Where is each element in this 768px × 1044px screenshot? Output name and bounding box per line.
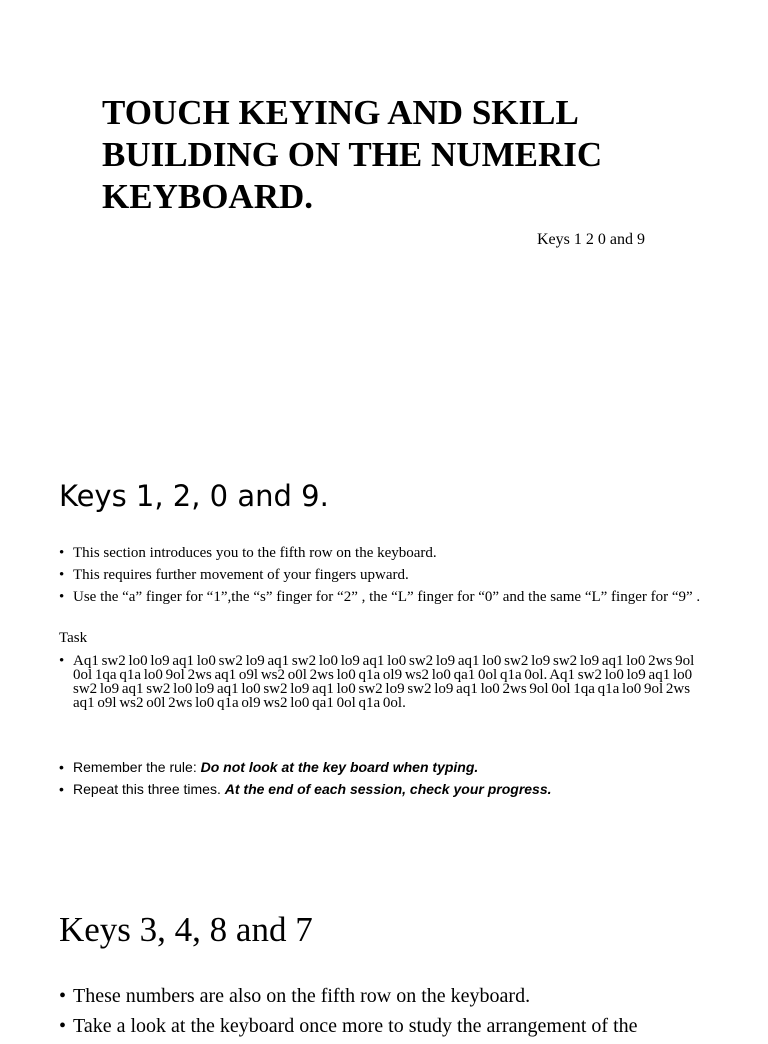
bullet-icon: • [59, 985, 67, 1007]
slide-keys-3-4-8-7 [0, 880, 768, 1037]
section-title: Keys 3, 4, 8 and 7 [59, 910, 313, 949]
list-item-text: Use the “a” finger for “1”,the “s” finger for “2” , the “L” finger for “0” and the same “L” finger for “9” . [73, 589, 701, 605]
bullet-icon: • [59, 567, 65, 583]
bullet-icon: • [59, 1015, 67, 1037]
slide-title [0, 0, 768, 440]
intro-list [59, 546, 709, 612]
document-title: TOUCH KEYING AND SKILL BUILDING ON THE NUMERIC KEYBOARD. [102, 93, 603, 216]
bullet-icon: • [59, 781, 64, 797]
rules-list [59, 759, 709, 803]
bullet-icon: • [59, 653, 65, 669]
list-item [59, 590, 709, 605]
list-item-text: This requires further movement of your fingers upward. [73, 567, 409, 583]
rule-prefix: Remember the rule: [73, 759, 201, 775]
document-subtitle: Keys 1 2 0 and 9 [537, 231, 645, 248]
list-item [59, 1014, 759, 1038]
section-title: Keys 1, 2, 0 and 9. [59, 479, 329, 513]
list-item-text: These numbers are also on the fifth row on the keyboard. [73, 985, 531, 1007]
list-item-text: This section introduces you to the fifth row on the keyboard. [73, 545, 437, 561]
keys3-list [59, 984, 759, 1044]
list-item [59, 984, 759, 1008]
list-item [59, 546, 709, 561]
bullet-icon: • [59, 589, 65, 605]
list-item [59, 654, 713, 710]
list-item [59, 781, 709, 798]
repeat-prefix: Repeat this three times. [73, 781, 225, 797]
bullet-icon: • [59, 545, 65, 561]
bullet-icon: • [59, 759, 64, 775]
list-item-text: Take a look at the keyboard once more to study the arrangement of the [73, 1015, 638, 1037]
drill-list [59, 654, 713, 710]
repeat-emphasis: At the end of each session, check your progress. [224, 781, 552, 797]
rule-emphasis: Do not look at the key board when typing. [200, 759, 479, 775]
task-label: Task [59, 630, 88, 646]
list-item [59, 568, 709, 583]
list-item [59, 759, 709, 776]
drill-text: Aq1 sw2 lo0 lo9 aq1 lo0 sw2 lo9 aq1 sw2 lo0 lo9 aq1 lo0 sw2 lo9 aq1 lo0 sw2 lo9 sw2 lo9 aq1 lo0 2ws 9ol 0ol 1qa q1a lo0 9ol 2ws aq1 o9l ws2 o0l 2ws lo0 q1a ol9 ws2 lo0 qa1 0ol q1a 0ol. Aq1 sw2 lo0 lo9 aq1 lo0 sw2 lo9 aq1 sw2 lo0 lo9 aq1 lo0 sw2 lo9 aq1 lo0 sw2 lo9 sw2 lo9 aq1 lo0 2ws 9ol 0ol 1qa q1a lo0 9ol 2ws aq1 o9l ws2 o0l 2ws lo0 q1a ol9 ws2 lo0 qa1 0ol q1a 0ol. [73, 653, 695, 711]
slide-keys-1-2-0-9 [0, 440, 768, 880]
